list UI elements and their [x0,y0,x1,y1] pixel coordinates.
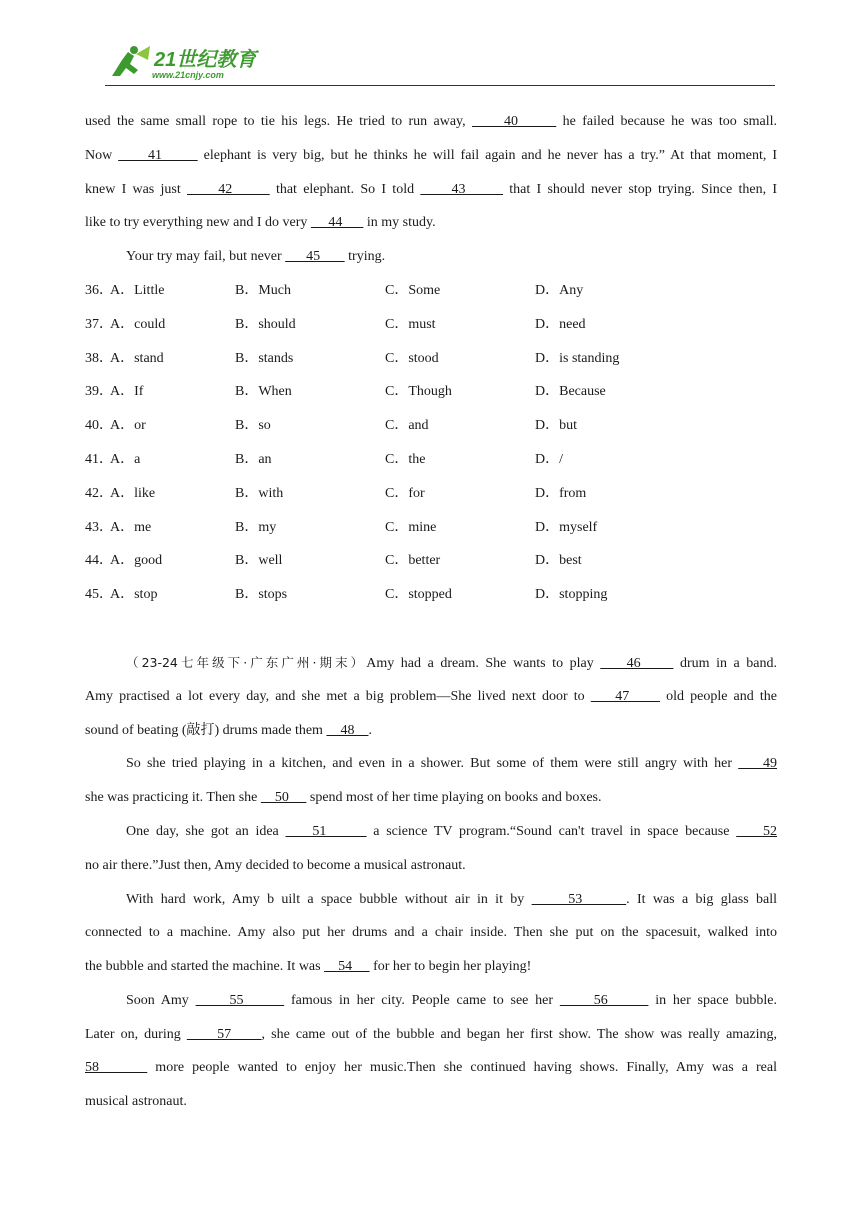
option-b: B．my [235,520,277,535]
passage2-p5-line3: 58 more people wanted to enjoy her music.Then she continued having shows. Finally, Amy was a real [85,1060,777,1075]
option-c: C．better [385,553,441,568]
option-d: D．but [535,418,577,433]
blank-55: 55 [195,993,285,1008]
option-d: D．Any [535,283,584,298]
option-a: A．a [110,452,141,467]
option-a: A．If [110,384,144,399]
blank-52: 52 [736,824,778,839]
option-a: A．good [110,553,163,568]
question-39: 39． A．If B．When C．Though D．Because [85,382,685,402]
passage1-line3: knew I was just 42 that elephant. So I told 43 that I should never stop trying. Since then, I [85,182,777,197]
option-a: A．or [110,418,146,433]
blank-47: 47 [590,689,660,704]
blank-42: 42 [186,182,270,197]
question-41: 41． A．a B．an C．the D．/ [85,450,685,470]
option-c: C．Some [385,283,441,298]
passage2-p4-line2: connected to a machine. Amy also put her drums and a chair inside. Then she put on the spacesuit, walked into [85,925,777,940]
question-45: 45． A．stop B．stops C．stopped D．stopping [85,585,685,605]
passage2-p1-line3: sound of beating (敲打) drums made them 48 . [85,723,372,738]
option-d: D．from [535,486,587,501]
option-b: B．well [235,553,283,568]
option-d: D．stopping [535,587,608,602]
passage2-p2-line2: she was practicing it. Then she 50 spend most of her time playing on books and boxes. [85,790,602,805]
option-b: B．stops [235,587,288,602]
blank-51: 51 [285,824,367,839]
passage2-p5-line1: Soon Amy 55 famous in her city. People came to see her 56 in her space bubble. [126,993,778,1008]
option-c: C．and [385,418,429,433]
option-b: B．an [235,452,272,467]
option-c: C．stood [385,351,439,366]
source-label: （23-24七年级下·广东广州·期末） [126,655,367,670]
blank-50: 50 [260,790,307,805]
option-b: B．When [235,384,292,399]
question-43: 43． A．me B．my C．mine D．myself [85,518,685,538]
blank-43: 43 [420,182,504,197]
passage2-p5-line2: Later on, during 57 , she came out of the bubble and began her first show. The show was really amazing, [85,1027,778,1042]
passage2-p1-line1: （23-24七年级下·广东广州·期末）Amy had a dream. She wants to play 46 drum in a band. [126,655,778,671]
blank-54: 54 [324,959,370,974]
option-c: C．mine [385,520,437,535]
option-b: B．stands [235,351,294,366]
question-40: 40． A．or B．so C．and D．but [85,416,685,436]
blank-45: 45 [285,249,345,264]
option-a: A．Little [110,283,165,298]
question-36: 36． A．Little B．Much C．Some D．Any [85,281,685,301]
blank-41: 41 [118,148,198,163]
blank-40: 40 [472,114,557,129]
passage2-p4-line3: the bubble and started the machine. It was 54 for her to begin her playing! [85,959,532,974]
blank-57: 57 [186,1027,262,1042]
option-a: A．could [110,317,166,332]
passage2-p4-line1: With hard work, Amy b uilt a space bubble without air in it by 53 . It was a big glass ball [126,892,778,907]
option-b: B．Much [235,283,291,298]
passage1-line5: Your try may fail, but never 45 trying. [126,249,386,264]
option-d: D．need [535,317,586,332]
blank-44: 44 [310,215,364,230]
option-b: B．with [235,486,284,501]
option-c: C．stopped [385,587,452,602]
question-37: 37． A．could B．should C．must D．need [85,315,685,335]
option-c: C．must [385,317,436,332]
passage1-line1: used the same small rope to tie his legs. He tried to run away, 40 he failed because he was too small. [85,114,778,129]
passage1-line2: Now 41 elephant is very big, but he thinks he will fail again and he never has a try.” At that moment, I [85,148,778,163]
passage2-p3-line2: no air there.”Just then, Amy decided to become a musical astronaut. [85,858,466,873]
question-38: 38． A．stand B．stands C．stood D．is standing [85,349,685,369]
header-divider [105,85,775,86]
passage2-p3-line1: One day, she got an idea 51 a science TV program.“Sound can't travel in space because 52 [126,824,778,839]
option-c: C．Though [385,384,452,399]
passage2-p1-line2: Amy practised a lot every day, and she met a big problem—She lived next door to 47 old people and the [85,689,777,704]
option-b: B．should [235,317,296,332]
blank-46: 46 [600,656,674,671]
option-a: A．me [110,520,152,535]
blank-58: 58 [85,1060,148,1075]
option-c: C．for [385,486,425,501]
passage2-p5-line4: musical astronaut. [85,1094,187,1109]
question-42: 42． A．like B．with C．for D．from [85,484,685,504]
option-d: D．is standing [535,351,620,366]
option-a: A．like [110,486,156,501]
option-d: D．best [535,553,582,568]
option-d: D．/ [535,452,563,467]
logo-21cnjy [104,42,274,84]
option-c: C．the [385,452,426,467]
question-44: 44． A．good B．well C．better D．best [85,551,685,571]
blank-49: 49 [738,756,778,771]
blank-53: 53 [531,892,627,907]
option-b: B．so [235,418,271,433]
passage1-line4: like to try everything new and I do very 44 in my study. [85,215,436,230]
svg-text:www.21cnjy.com: www.21cnjy.com [152,70,224,80]
option-a: A．stand [110,351,164,366]
option-d: D．Because [535,384,606,399]
option-a: A．stop [110,587,158,602]
svg-text:21世纪教育: 21世纪教育 [154,49,257,71]
option-d: D．myself [535,520,598,535]
blank-48: 48 [326,723,369,738]
blank-56: 56 [559,993,649,1008]
passage2-p2-line1: So she tried playing in a kitchen, and even in a shower. But some of them were still angry with her 49 [126,756,778,771]
